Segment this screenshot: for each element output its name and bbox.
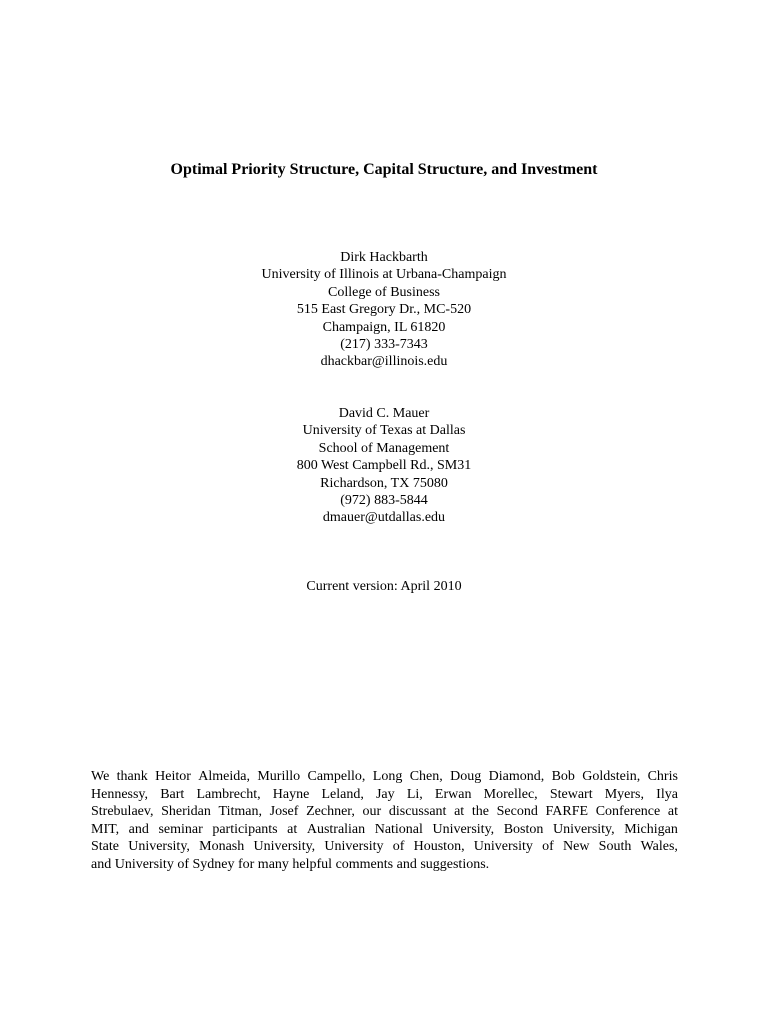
acknowledgment-word: Goldstein, [582,769,641,784]
acknowledgment-word: of [542,839,554,854]
author-email: dmauer@utdallas.edu [322,510,446,526]
acknowledgment-word: Chen, [409,769,443,784]
acknowledgment-word: Sheridan [161,804,211,819]
acknowledgment-word: at [667,804,678,819]
author-name: David C. Mauer [338,406,430,421]
acknowledgment-word: Houston, [413,839,465,854]
acknowledgment-word: South [598,839,632,854]
acknowledgment-word: Chris [647,769,678,784]
acknowledgment-word: Second [496,804,538,819]
author-phone: (972) 883-5844 [340,493,428,509]
author-name: Dirk Hackbarth [340,250,428,265]
author-department: College of Business [328,284,440,300]
paper-title: Optimal Priority Structure, Capital Structure, and Investment [170,161,598,178]
acknowledgment-line: and University of Sydney for many helpful comments and suggestions. [91,856,490,872]
acknowledgment-word: Heitor [155,769,191,784]
acknowledgment-word: Monash [199,839,245,854]
acknowledgment-line [91,786,678,804]
acknowledgment-word: MIT, [91,821,120,837]
acknowledgment-word: Ilya [656,786,678,802]
acknowledgment-word: Strebulaev, [91,804,154,819]
acknowledgment-word: Jay [375,786,395,802]
author-city: Champaign, IL 61820 [322,319,446,335]
acknowledgment-word: participants [212,821,278,837]
acknowledgment-word: Zechner, [306,804,355,819]
acknowledgment-word: discussant [388,804,447,819]
acknowledgment-paragraph [91,768,678,873]
acknowledgment-word: of [392,839,405,854]
acknowledgment-word: Hennessy, [91,786,149,802]
acknowledgment-word: University, [253,839,316,854]
author-phone: (217) 333-7343 [340,337,428,353]
acknowledgment-word: Diamond, [488,769,545,784]
acknowledgment-word: thank [116,769,148,784]
acknowledgment-line [91,768,678,786]
author-street: 800 West Campbell Rd., SM31 [296,458,472,474]
acknowledgment-line [91,838,678,856]
author-city: Richardson, TX 75080 [320,475,448,491]
acknowledgment-word: University, [128,839,190,854]
acknowledgment-word: We [91,769,110,784]
acknowledgment-word: our [362,804,382,819]
acknowledgment-word: Doug [450,769,482,784]
acknowledgment-word: Morellec, [483,786,538,802]
acknowledgment-word: University, [552,821,615,837]
acknowledgment-word: Titman, [218,804,262,819]
acknowledgment-word: Erwan [434,786,472,802]
acknowledgment-word: University [473,839,533,854]
acknowledgment-word: at [287,821,298,837]
acknowledgment-word: Myers, [604,786,645,802]
acknowledgment-word: Campello, [307,769,366,784]
author-block-2 [0,405,768,527]
acknowledgment-word: State [91,839,119,854]
version-date: Current version: April 2010 [306,579,462,594]
acknowledgment-line [91,803,678,821]
acknowledgment-word: and [128,821,149,837]
acknowledgment-word: at [454,804,465,819]
acknowledgment-word: seminar [158,821,203,837]
acknowledgment-word: Lambrecht, [196,786,261,802]
acknowledgment-word: Li, [406,786,423,802]
acknowledgment-word: Hayne [272,786,310,802]
acknowledgment-word: Almeida, [198,769,250,784]
acknowledgment-word: the [471,804,489,819]
acknowledgment-word: Stewart [549,786,593,802]
author-department: School of Management [318,440,450,456]
acknowledgment-word: Michigan [624,821,678,837]
acknowledgment-word: Australian [306,821,366,837]
author-email: dhackbar@illinois.edu [320,354,448,370]
acknowledgment-word: Josef [269,804,299,819]
acknowledgment-word: Murillo [257,769,301,784]
acknowledgment-word: Conference [595,804,661,819]
author-affiliation: University of Illinois at Urbana-Champaign [261,267,507,283]
acknowledgment-word: Boston [503,821,544,837]
acknowledgment-word: Long [372,769,403,784]
acknowledgment-word: Wales, [640,839,678,854]
acknowledgment-word: FARFE [545,804,589,819]
acknowledgment-line [91,821,678,839]
acknowledgment-word: University, [432,821,495,837]
acknowledgment-word: University [324,839,384,854]
acknowledgment-word: Bob [551,769,575,784]
acknowledgment-word: Leland, [321,786,364,802]
author-street: 515 East Gregory Dr., MC-520 [296,302,472,318]
author-block-1 [0,249,768,371]
author-affiliation: University of Texas at Dallas [302,423,466,439]
acknowledgment-word: National [374,821,423,837]
acknowledgment-word: New [563,839,590,854]
acknowledgment-word: Bart [160,786,185,802]
